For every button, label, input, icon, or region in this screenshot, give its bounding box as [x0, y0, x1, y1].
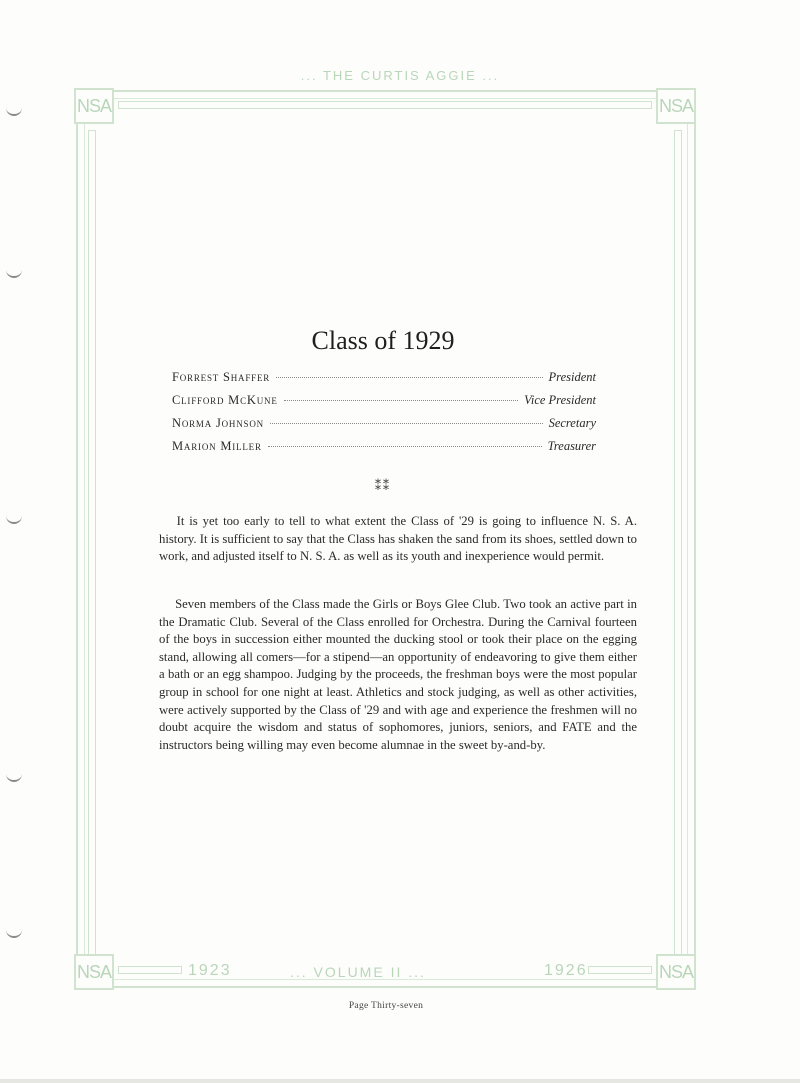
footer-year-start: 1923	[188, 962, 232, 979]
officer-name: Marion Miller	[172, 439, 262, 453]
officer-name: Forrest Shaffer	[172, 370, 271, 384]
officer-role: Secretary	[548, 416, 596, 430]
paragraph-text: Seven members of the Class made the Girls or Boys Glee Club. Two took an active part in the Dramatic Club. Several of the Class enrolled for Orchestra. During the Carnival fourteen of the boys in succession either mounted the ducking stool or took their place on the egging stand, allowing all comers—for a stipend—an opportunity of endeavoring to give them either a bath or an egg shampoo. Judging by the proceeds, the freshman boys were the most popular group in school for one night at least. Athletics and stock judging, as well as other activities, were actively supported by the Class of '29 and with age and experience the freshmen will no doubt acquire the wisdom and status of sophomores, juniors, seniors, and FATE and the instructors being willing may even become alumnae in the sweet by-and-by.	[159, 597, 637, 752]
dot-leader	[276, 377, 543, 378]
footer-volume: ... VOLUME II ...	[290, 964, 426, 980]
officer-name: Clifford McKune	[172, 393, 278, 407]
frame-bottom-bar-left	[118, 966, 182, 974]
officers-list	[172, 370, 596, 462]
officer-row	[172, 370, 596, 393]
officer-name: Norma Johnson	[172, 416, 264, 430]
officer-role: Treasurer	[547, 439, 596, 453]
body-paragraph	[159, 513, 637, 566]
nsa-monogram-corner: NSA	[74, 954, 114, 990]
officer-role: President	[548, 370, 596, 384]
officer-row	[172, 416, 596, 439]
footer-year-end: 1926	[544, 962, 588, 979]
section-ornament: ⁑⁑	[375, 479, 391, 493]
officer-row	[172, 393, 596, 416]
page-bottom-edge	[0, 1079, 800, 1083]
binder-hole	[6, 266, 22, 278]
officer-row	[172, 439, 596, 462]
binder-hole	[6, 770, 22, 782]
binder-hole	[6, 512, 22, 524]
body-paragraph	[159, 596, 637, 754]
page-number: Page Thirty-seven	[348, 1001, 424, 1011]
frame-left-bar	[88, 130, 96, 960]
binder-hole	[6, 104, 22, 116]
frame-right-bar	[674, 130, 682, 960]
frame-top-bar	[118, 101, 652, 109]
dot-leader	[268, 446, 542, 447]
dot-leader	[284, 400, 519, 401]
binder-hole	[6, 926, 22, 938]
paragraph-text: It is yet too early to tell to what extent the Class of '29 is going to influence N. S. A. history. It is sufficient to say that the Class has shaken the sand from its shoes, settled down to work, and adjusted itself to N. S. A. as well as its youth and inexperience would permit.	[159, 514, 637, 564]
page-title: Class of 1929	[311, 326, 455, 355]
frame-bottom-bar-right	[588, 966, 652, 974]
dot-leader	[270, 423, 543, 424]
nsa-monogram-corner: NSA	[74, 88, 114, 124]
officer-role: Vice President	[524, 393, 596, 407]
nsa-monogram-corner: NSA	[656, 88, 696, 124]
nsa-monogram-corner: NSA	[656, 954, 696, 990]
running-header: ... THE CURTIS AGGIE ...	[300, 68, 500, 83]
